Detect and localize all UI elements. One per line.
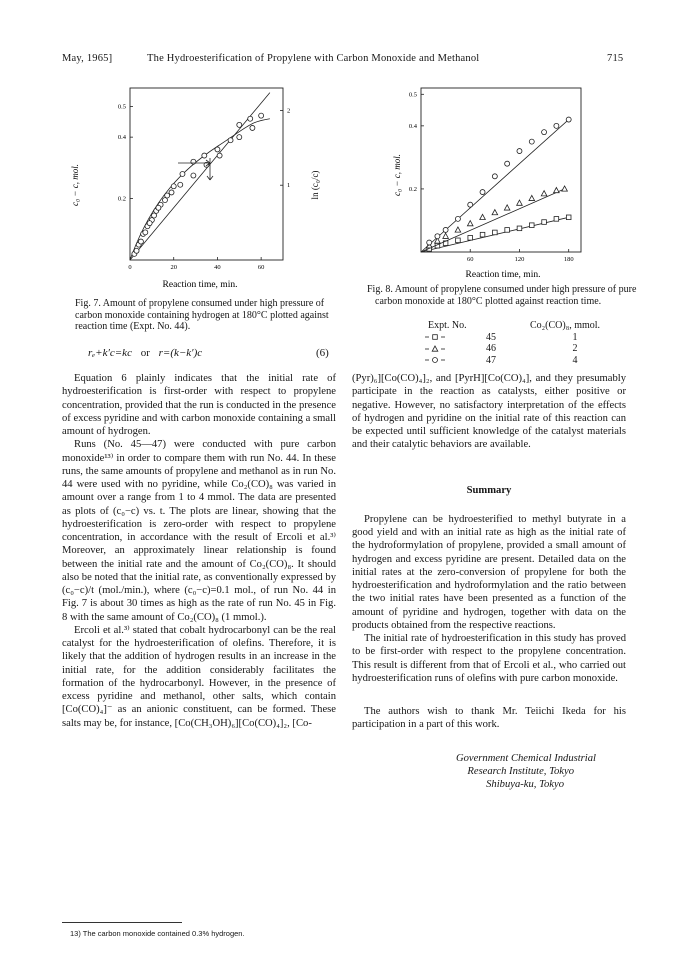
fig7-x-tick-label: 60 (257, 264, 265, 271)
figure-8-caption: Fig. 8. Amount of propylene consumed under high pressure of pure carbon monoxide at 180°C plotted against reaction time. (367, 284, 637, 307)
fig8-data-point-47 (517, 149, 522, 154)
legend-expt-no: 45 (486, 331, 496, 343)
fig8-y-tick-label: 0.2 (408, 185, 417, 193)
legend-marker-triangle-icon (424, 344, 448, 354)
right-column (352, 372, 626, 791)
fig8-x-axis-label: Reaction time, min. (465, 270, 541, 280)
fig7-data-point (259, 113, 264, 118)
fig7-x-axis-label: Reaction time, min. (162, 280, 238, 290)
fig7-data-point (191, 173, 196, 178)
legend-mmol: 4 (572, 354, 578, 366)
fig8-y-axis-label: c₀ − c, mol. (392, 154, 402, 196)
figure-7-chart (60, 80, 340, 290)
affiliation (352, 752, 626, 792)
footnote-13: 13) The carbon monoxide contained 0.3% hydrogen. (70, 929, 245, 938)
fig7-x-tick-label: 20 (170, 264, 177, 271)
fig7-data-point (143, 230, 148, 235)
legend-expt-no: 47 (486, 354, 496, 366)
fig8-data-point-46 (562, 186, 568, 191)
fig8-data-point-47 (505, 161, 510, 166)
fig7-data-point (138, 239, 143, 244)
fig8-data-point-45 (480, 232, 485, 237)
fig8-x-tick-label: 120 (514, 256, 525, 263)
legend-symbol (433, 335, 438, 340)
fig7-x-tick-label: 0 (128, 264, 132, 271)
equation-left: rₑ+k′c=kc (88, 347, 132, 359)
fig7-data-point (248, 116, 253, 121)
fig7-y2-tick-label: 2 (287, 107, 291, 115)
legend-marker-circle-icon (424, 355, 448, 365)
fig8-data-point-45 (554, 217, 559, 222)
legend-header-expt: Expt. No. (428, 320, 467, 331)
fig7-data-point (191, 159, 196, 164)
fig8-data-point-46 (504, 205, 510, 210)
fig7-data-point (237, 122, 242, 127)
running-header-title: The Hydroesterification of Propylene with Carbon Monoxide and Methanol (147, 53, 480, 64)
fig7-data-point (169, 190, 174, 195)
fig8-data-point-47 (566, 117, 571, 122)
equation-or: or (140, 347, 150, 359)
legend-row (424, 355, 624, 367)
legend-row (424, 332, 624, 344)
equation-right: r=(k−k′)c (158, 347, 203, 359)
fig7-data-point (147, 221, 152, 226)
legend-header-mmol: Co₂(CO)₈, mmol. (530, 320, 601, 331)
fig8-data-point-45 (566, 215, 571, 220)
fig7-data-point (156, 205, 161, 210)
left-paragraph-2: Runs (No. 45—47) were conducted with pure carbon monoxide¹³⁾ in order to compare them with run No. 44. In these runs, the same amounts of propylene and methanol as in run No. 44 were used with no pyridine, while Co₂(CO)₈ was varied in amount over a range from 1 to 4 mmol. The data are presented as plots of (c₀−c) vs. t. The plots are linear, showing that the hydroesterification is zero-order with respect to propylene concentration, in accordance with the result of Ercoli et al.³⁾ Moreover, an approximately linear relationship is found between the initial rate and the amount of Co₂(CO)₈. It should also be noted that the initial rate, as conventionally expressed by (c₀−c)/t (mol./min.), where (c₀−c)=0.1 mol., of run No. 44 in Fig. 7 is about 30 times as high as the rate of run No. 45 in Fig. 8 with the same amount of Co₂(CO)₈ (1 mmol.). (62, 439, 336, 623)
fig7-series-line-curve (130, 119, 270, 260)
fig8-data-point-46 (541, 191, 547, 196)
fig8-data-point-47 (529, 139, 534, 144)
fig8-data-point-47 (492, 174, 497, 179)
fig7-data-point (178, 182, 183, 187)
summary-paragraph-2: The initial rate of hydroesterification in this study has proved to be first-order with respect to the propylene concentration. This result is different from that of Ercoli et al., who carried out hydroesterification runs of olefins with pure carbon monoxide. (352, 633, 626, 684)
fig8-data-point-46 (492, 210, 498, 215)
fig7-y2-tick-label: 1 (287, 182, 291, 190)
fig8-data-point-45 (529, 223, 534, 228)
fig8-data-point-46 (443, 233, 449, 238)
fig8-data-point-45 (542, 220, 547, 225)
affiliation-line-1: Government Chemical Industrial (455, 752, 596, 764)
fig7-data-point (250, 125, 255, 130)
fig7-data-point (237, 135, 242, 140)
fig8-x-tick-label: 180 (563, 256, 574, 263)
fig8-data-point-45 (456, 238, 461, 243)
fig8-data-point-47 (455, 216, 460, 221)
summary-paragraph-1: Propylene can be hydroesterified to methyl butyrate in a good yield and with an initial rate as high as the initial rate of the hydroformylation of propylene, provided a small amount of hydrogen and excess pyridine are present. Detailed data on the initial rates at the zero-conversion of propylene for both the hydroesterification and hydroformylation and the ratio between the two initial rates have been presented as a function of the amount of pyridine and hydrogen, together with data on the products obtained from the respective reactions. (352, 513, 626, 631)
legend-symbol (433, 358, 438, 363)
fig8-data-point-46 (529, 195, 535, 200)
legend-expt-no: 46 (486, 343, 496, 355)
fig8-data-point-47 (435, 234, 440, 239)
figure-8-chart (378, 80, 628, 280)
legend-header (424, 320, 624, 332)
fig7-y2-axis-label: ln (c₀/c) (310, 170, 320, 200)
fig8-data-point-45 (505, 228, 510, 233)
fig7-data-point (162, 198, 167, 203)
fig7-data-point (180, 172, 185, 177)
fig8-data-point-46 (554, 188, 560, 193)
fig7-y-tick-label: 0.2 (117, 195, 126, 203)
footnote-rule (62, 922, 182, 923)
fig7-data-point (215, 147, 220, 152)
fig7-data-point (228, 138, 233, 143)
fig7-y-axis-label: c₀ − c, mol. (70, 164, 80, 206)
fig7-data-point (134, 248, 139, 253)
affiliation-line-2: Research Institute, Tokyo (467, 765, 574, 777)
fig7-y-tick-label: 0.4 (117, 134, 126, 142)
left-column (62, 372, 336, 730)
fig8-x-tick-label: 60 (466, 256, 474, 263)
left-paragraph-1: Equation 6 plainly indicates that the initial rate of hydroesterification is first-order with respect to propylene concentration, provided that the run is conducted in the presence of excess pyridine and with carbon monoxide containing a small amount of hydrogen. (62, 373, 336, 437)
fig7-data-point (202, 153, 207, 158)
legend-marker-square-icon (424, 332, 448, 342)
fig8-data-point-46 (467, 221, 473, 226)
affiliation-line-3: Shibuya-ku, Tokyo (486, 779, 564, 790)
fig7-data-point (152, 213, 157, 218)
fig7-data-point (171, 184, 176, 189)
fig8-data-point-47 (427, 240, 432, 245)
fig8-data-point-46 (455, 227, 461, 232)
fig8-data-point-47 (480, 190, 485, 195)
running-header-date: May, 1965] (62, 53, 113, 64)
fig7-y-tick-label: 0.5 (117, 103, 126, 111)
fig8-data-point-46 (480, 214, 486, 219)
equation-number: (6) (316, 347, 329, 359)
fig7-x-tick-label: 40 (214, 264, 221, 271)
fig8-y-tick-label: 0.4 (408, 122, 417, 130)
legend-mmol: 2 (572, 343, 578, 355)
figure-8-legend-table (424, 320, 624, 366)
fig8-data-point-45 (517, 226, 522, 231)
legend-symbol (432, 346, 438, 351)
figure-7-caption: Fig. 7. Amount of propylene consumed under high pressure of carbon monoxide containing hydrogen at 180°C plotted against reaction time (Expt. No. 44). (75, 298, 329, 333)
acknowledgement: The authors wish to thank Mr. Teiichi Ikeda for his participation in a part of this work. (352, 706, 626, 731)
right-paragraph-1: (Pyr)₆][Co(CO)₄]₂, and [PyrH][Co(CO)₄], and they presumably participate in the reaction as catalysts, either positive or negative. However, no satisfactory interpretation of the effects of hydrogen and pyridine on the initial rate of this reaction can be expected until sufficient knowledge of the catalyst materials and their catalytic behaviors are available. (352, 373, 626, 451)
legend-row (424, 343, 624, 355)
fig8-data-point-45 (468, 236, 473, 241)
equation-6 (88, 347, 338, 359)
fig8-y-tick-label: 0.5 (408, 91, 417, 99)
fig7-data-point (217, 153, 222, 158)
fig8-data-point-45 (493, 230, 498, 235)
fig8-data-point-47 (443, 227, 448, 232)
fig8-data-point-47 (468, 202, 473, 207)
figure-7 (60, 80, 340, 290)
left-paragraph-3: Ercoli et al.³⁾ stated that cobalt hydrocarbonyl can be the real catalyst for the hydroesterification of olefins. Therefore, it is likely that the addition of hydrogen results in an increase in the initial rate, for the addition considerably facilitates the formation of the hydrocarbonyl. However, in the presence of excess pyridine and methanol, other salts, which contain [Co(CO)₄]⁻ as an anionic constituent, can be formed. These salts may be, for instance, [Co(CH₃OH)₆][Co(CO)₄]₂, [Co- (62, 624, 336, 729)
fig8-data-point-47 (554, 123, 559, 128)
summary-heading: Summary (466, 484, 512, 496)
fig8-data-point-46 (517, 200, 523, 205)
legend-mmol: 1 (572, 331, 578, 343)
page-number: 715 (607, 53, 624, 64)
figure-8 (378, 80, 628, 280)
fig8-data-point-47 (542, 130, 547, 135)
